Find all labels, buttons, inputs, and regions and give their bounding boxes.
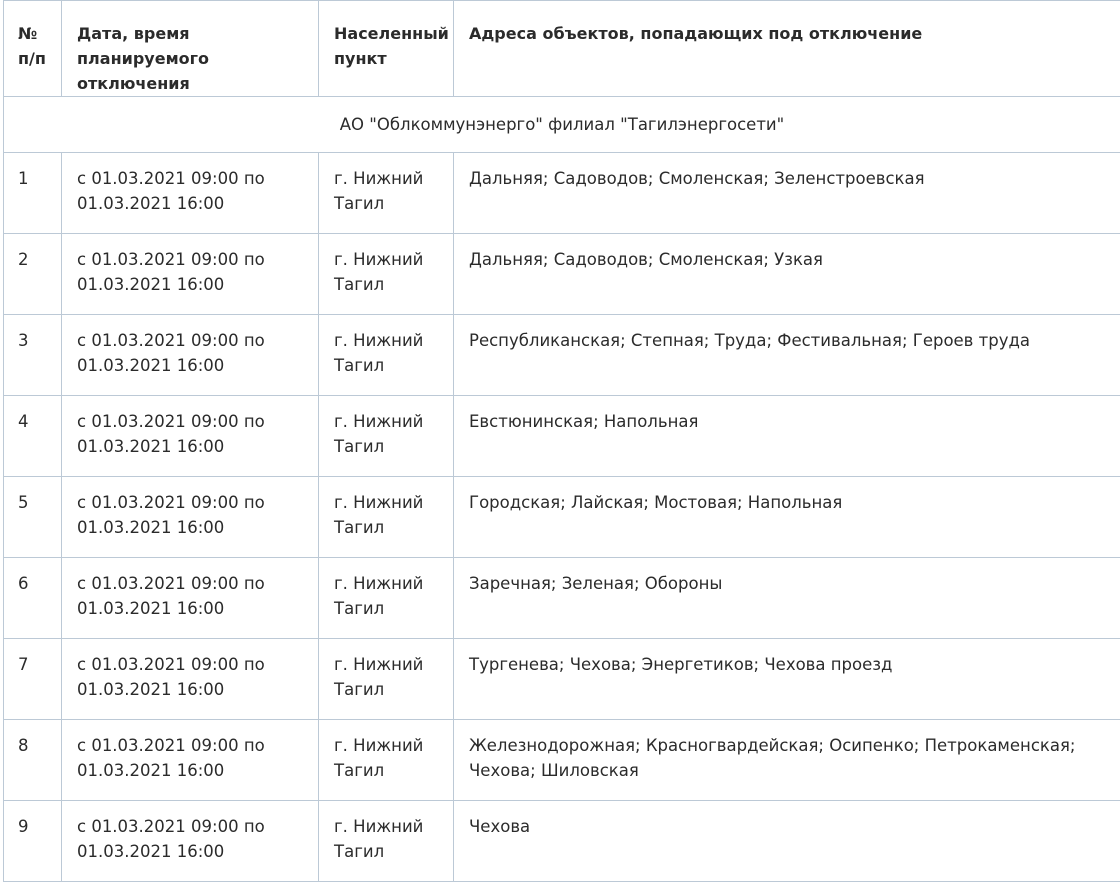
cell-addresses: Железнодорожная; Красногвардейская; Осипенко; Петрокаменская; Чехова; Шиловская [454, 720, 1120, 801]
cell-addresses: Дальняя; Садоводов; Смоленская; Узкая [454, 234, 1120, 315]
organization-name: АО "Облкоммунэнерго" филиал "Тагилэнергосети" [4, 97, 1120, 153]
cell-locality: г. Нижний Тагил [319, 720, 454, 801]
cell-addresses: Заречная; Зеленая; Обороны [454, 558, 1120, 639]
cell-num: 2 [4, 234, 62, 315]
cell-locality: г. Нижний Тагил [319, 396, 454, 477]
cell-locality: г. Нижний Тагил [319, 315, 454, 396]
cell-locality: г. Нижний Тагил [319, 558, 454, 639]
table-row [4, 801, 1120, 882]
table-row [4, 720, 1120, 801]
cell-addresses: Тургенева; Чехова; Энергетиков; Чехова проезд [454, 639, 1120, 720]
table-row [4, 315, 1120, 396]
table-row [4, 153, 1120, 234]
cell-num: 3 [4, 315, 62, 396]
cell-addresses: Дальняя; Садоводов; Смоленская; Зеленстроевская [454, 153, 1120, 234]
cell-locality: г. Нижний Тагил [319, 477, 454, 558]
table-row [4, 639, 1120, 720]
cell-date: с 01.03.2021 09:00 по 01.03.2021 16:00 [62, 558, 319, 639]
cell-addresses: Чехова [454, 801, 1120, 882]
cell-date: с 01.03.2021 09:00 по 01.03.2021 16:00 [62, 801, 319, 882]
table-row [4, 396, 1120, 477]
header-row [4, 1, 1120, 97]
cell-locality: г. Нижний Тагил [319, 234, 454, 315]
cell-num: 8 [4, 720, 62, 801]
cell-num: 7 [4, 639, 62, 720]
table-row [4, 558, 1120, 639]
cell-date: с 01.03.2021 09:00 по 01.03.2021 16:00 [62, 396, 319, 477]
cell-locality: г. Нижний Тагил [319, 153, 454, 234]
table-row [4, 234, 1120, 315]
cell-num: 9 [4, 801, 62, 882]
cell-num: 1 [4, 153, 62, 234]
cell-locality: г. Нижний Тагил [319, 801, 454, 882]
cell-addresses: Евстюнинская; Напольная [454, 396, 1120, 477]
cell-addresses: Республиканская; Степная; Труда; Фестивальная; Героев труда [454, 315, 1120, 396]
cell-date: с 01.03.2021 09:00 по 01.03.2021 16:00 [62, 477, 319, 558]
cell-date: с 01.03.2021 09:00 по 01.03.2021 16:00 [62, 315, 319, 396]
cell-num: 5 [4, 477, 62, 558]
organization-row [4, 97, 1120, 153]
cell-addresses: Городская; Лайская; Мостовая; Напольная [454, 477, 1120, 558]
cell-date: с 01.03.2021 09:00 по 01.03.2021 16:00 [62, 234, 319, 315]
cell-date: с 01.03.2021 09:00 по 01.03.2021 16:00 [62, 720, 319, 801]
header-locality: Населенный пункт [319, 1, 454, 97]
table-row [4, 477, 1120, 558]
cell-locality: г. Нижний Тагил [319, 639, 454, 720]
header-num: № п/п [4, 1, 62, 97]
cell-num: 6 [4, 558, 62, 639]
cell-date: с 01.03.2021 09:00 по 01.03.2021 16:00 [62, 153, 319, 234]
header-addresses: Адреса объектов, попадающих под отключение [454, 1, 1120, 97]
cell-num: 4 [4, 396, 62, 477]
outage-table [3, 0, 1120, 882]
header-date: Дата, время планируемого отключения [62, 1, 319, 97]
cell-date: с 01.03.2021 09:00 по 01.03.2021 16:00 [62, 639, 319, 720]
